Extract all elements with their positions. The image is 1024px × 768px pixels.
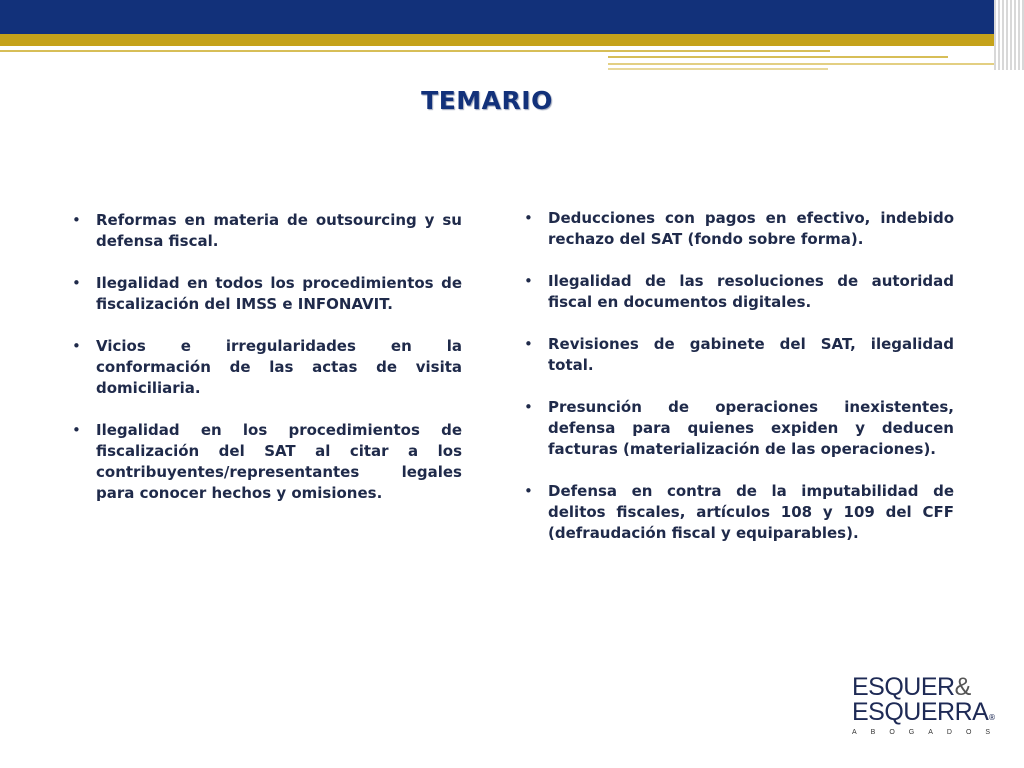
topic-item: • Vicios e irregularidades en la conformación de las actas de visita domiciliaria.	[72, 336, 462, 399]
firm-logo	[852, 673, 1005, 745]
right-topic-list	[524, 208, 954, 544]
slide-title: TEMARIO	[421, 86, 553, 115]
right-topic-column	[524, 208, 954, 565]
logo-ampersand: &	[954, 673, 971, 701]
registered-mark: ®	[988, 713, 996, 722]
topic-item: • Ilegalidad de las resoluciones de autoridad fiscal en documentos digitales.	[524, 271, 954, 313]
topic-item: • Ilegalidad en todos los procedimientos de fiscalización del IMSS e INFONAVIT.	[72, 273, 462, 315]
topic-item: • Deducciones con pagos en efectivo, indebido rechazo del SAT (fondo sobre forma).	[524, 208, 954, 250]
header-thin-line	[608, 68, 828, 70]
header-stripes-decoration	[994, 0, 1024, 70]
logo-subtitle: ABOGADOS	[852, 729, 1005, 736]
header-navy-band	[0, 0, 994, 34]
topic-item: • Ilegalidad en los procedimientos de fiscalización del SAT al citar a los contribuyentes/representantes legales para conocer hechos y omisiones.	[72, 420, 462, 504]
header-thin-line	[0, 50, 830, 52]
left-topic-list	[72, 210, 462, 504]
topic-item: • Presunción de operaciones inexistentes, defensa para quienes expiden y deducen facturas (materialización de las operaciones).	[524, 397, 954, 460]
logo-word: ESQUER	[852, 673, 955, 701]
header-thin-line	[608, 63, 998, 65]
logo-line-1	[852, 675, 1002, 700]
header-thin-line	[608, 56, 948, 58]
logo-line-2: ESQUERRA	[852, 698, 989, 726]
topic-item: • Reformas en materia de outsourcing y su defensa fiscal.	[72, 210, 462, 252]
header-gold-band	[0, 34, 994, 46]
left-topic-column	[72, 210, 462, 525]
topic-item: • Defensa en contra de la imputabilidad de delitos fiscales, artículos 108 y 109 del CFF (defraudación fiscal y equiparables).	[524, 481, 954, 544]
topic-item: • Revisiones de gabinete del SAT, ilegalidad total.	[524, 334, 954, 376]
